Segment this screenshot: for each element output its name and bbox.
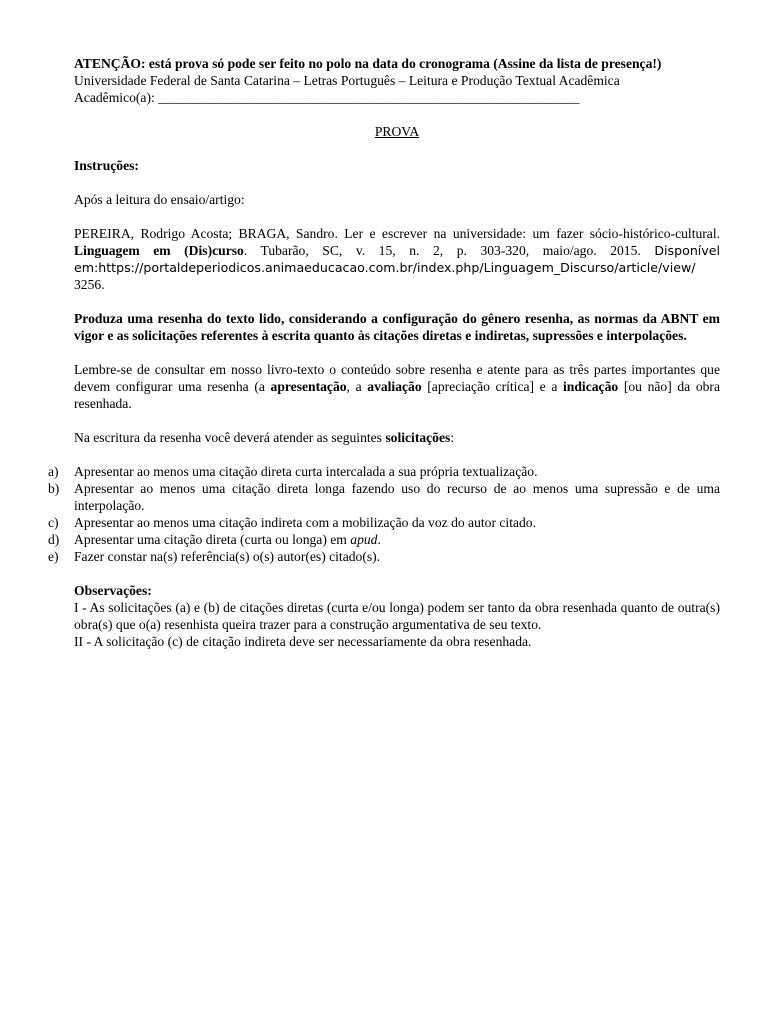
reminder-text-1: Lembre-se de consultar em nosso livro-texto o conteúdo sobre resenha e atente para as três partes importantes que devem configurar uma resenha (a <box>74 362 720 394</box>
instructions-heading: Instruções: <box>74 158 139 173</box>
attention-text: está prova só pode ser feito no polo na data do cronograma (Assine da lista de presença!) <box>145 56 662 71</box>
reminder-text-2: , a <box>346 379 368 394</box>
list-marker: c) <box>48 515 59 530</box>
list-item-text: Apresentar uma citação direta (curta ou longa) em <box>74 532 351 547</box>
after-reading-text: Após a leitura do ensaio/artigo: <box>74 192 245 207</box>
requests-intro-text: Na escritura da resenha você deverá atender as seguintes <box>74 430 386 445</box>
reminder-text-3: [apreciação crítica] e a <box>421 379 564 394</box>
reminder-paragraph <box>74 361 720 412</box>
requests-intro-end: : <box>450 430 455 445</box>
list-marker: d) <box>48 532 60 547</box>
reference-details: . Tubarão, SC, v. 15, n. 2, p. 303-320, maio/ago. 2015. <box>243 243 655 258</box>
university-line: Universidade Federal de Santa Catarina – Letras Português – Leitura e Produção Textual Acadêmica <box>74 73 620 88</box>
list-item <box>48 463 720 480</box>
reminder-text-4: [ou não] da obra resenhada. <box>74 379 720 411</box>
list-item <box>48 548 720 565</box>
observation-item-2: II - A solicitação (c) de citação indireta deve ser necessariamente da obra resenhada. <box>74 634 532 649</box>
reference-article-id: 3256. <box>74 277 105 292</box>
list-item-text: Apresentar ao menos uma citação direta curta intercalada a sua própria textualização. <box>74 464 538 479</box>
attention-notice <box>74 55 720 72</box>
page-title: PROVA <box>374 124 420 139</box>
list-item-italic: apud <box>350 532 378 547</box>
observation-item-1: I - As solicitações (a) e (b) de citações diretas (curta e/ou longa) podem ser tanto da obra resenhada quanto de outra(s) obra(s) que o(a) resenhista queira trazer para a construção argumentativa de seu texto. <box>74 600 720 632</box>
reference-journal: Linguagem em (Dis)curso <box>74 243 244 258</box>
list-item-text: Apresentar ao menos uma citação indireta com a mobilização da voz do autor citado. <box>74 515 537 530</box>
requests-intro-bold: solicitações <box>385 430 451 445</box>
list-item <box>48 514 720 531</box>
reminder-indicacao: indicação <box>563 379 619 394</box>
list-marker: e) <box>48 549 59 564</box>
list-item <box>48 480 720 514</box>
list-item-end: . <box>377 532 381 547</box>
reference-url: Disponível em:https://portaldeperiodicos.animaeducacao.com.br/index.php/Linguagem_Discurso/article/view/ <box>74 243 720 275</box>
requests-intro <box>74 429 720 446</box>
article-reference <box>74 225 720 276</box>
list-item-text: Apresentar ao menos uma citação direta longa fazendo uso do recurso de ao menos uma supressão e de uma interpolação. <box>74 481 720 513</box>
attention-label: ATENÇÃO: <box>74 56 146 71</box>
list-marker: b) <box>48 481 60 496</box>
list-item-text: Fazer constar na(s) referência(s) o(s) autor(es) citado(s). <box>74 549 381 564</box>
document-body <box>48 55 720 650</box>
requests-list <box>48 463 720 565</box>
observations-heading: Observações: <box>74 583 152 598</box>
student-name-line: Acadêmico(a): ______________________________________________________________ <box>74 90 580 105</box>
reminder-apresentacao: apresentação <box>270 379 347 394</box>
reference-authors: PEREIRA, Rodrigo Acosta; BRAGA, Sandro. Ler e escrever na universidade: um fazer sócio-histórico-cultural. <box>74 226 720 241</box>
reminder-avaliacao: avaliação <box>367 379 422 394</box>
task-statement: Produza uma resenha do texto lido, considerando a configuração do gênero resenha, as normas da ABNT em vigor e as solicitações referentes à escrita quanto às citações diretas e indiretas, supressões e interpolações. <box>74 311 720 343</box>
list-marker: a) <box>48 464 59 479</box>
list-item <box>48 531 720 548</box>
